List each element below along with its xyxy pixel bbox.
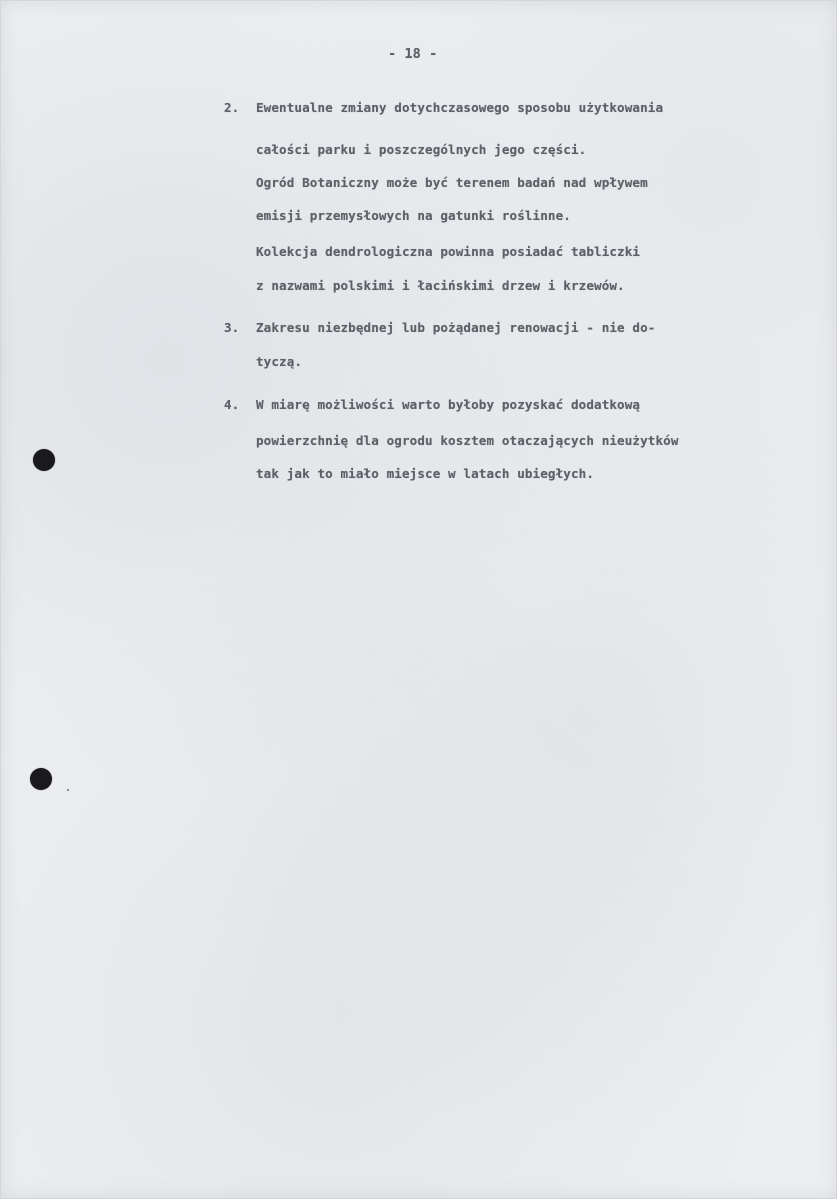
item-4-line-3: tak jak to miało miejsce w latach ubiegłych. xyxy=(256,466,595,481)
item-2-line-5: Kolekcja dendrologiczna powinna posiadać tabliczki xyxy=(256,244,641,259)
item-4-line-2: powierzchnię dla ogrodu kosztem otaczających nieużytków xyxy=(256,433,679,448)
item-4-number: 4. xyxy=(224,397,240,412)
paper-speck xyxy=(67,789,69,791)
item-2-number: 2. xyxy=(224,100,240,115)
item-2-line-6: z nazwami polskimi i łacińskimi drzew i krzewów. xyxy=(256,278,625,293)
item-3-line-1: Zakresu niezbędnej lub pożądanej renowacji - nie do- xyxy=(256,320,656,335)
item-2-line-1: Ewentualne zmiany dotychczasowego sposobu użytkowania xyxy=(256,100,664,115)
item-2-line-4: emisji przemysłowych na gatunki roślinne. xyxy=(256,208,571,223)
item-3-line-2: tyczą. xyxy=(256,354,303,369)
item-3-number: 3. xyxy=(224,320,240,335)
page-number: - 18 - xyxy=(388,46,438,62)
item-2-line-2: całości parku i poszczególnych jego części. xyxy=(256,142,587,157)
punch-hole-top xyxy=(33,449,55,471)
punch-hole-bottom xyxy=(30,768,52,790)
item-4-line-1: W miarę możliwości warto byłoby pozyskać dodatkową xyxy=(256,397,641,412)
item-2-line-3: Ogród Botaniczny może być terenem badań nad wpływem xyxy=(256,175,648,190)
